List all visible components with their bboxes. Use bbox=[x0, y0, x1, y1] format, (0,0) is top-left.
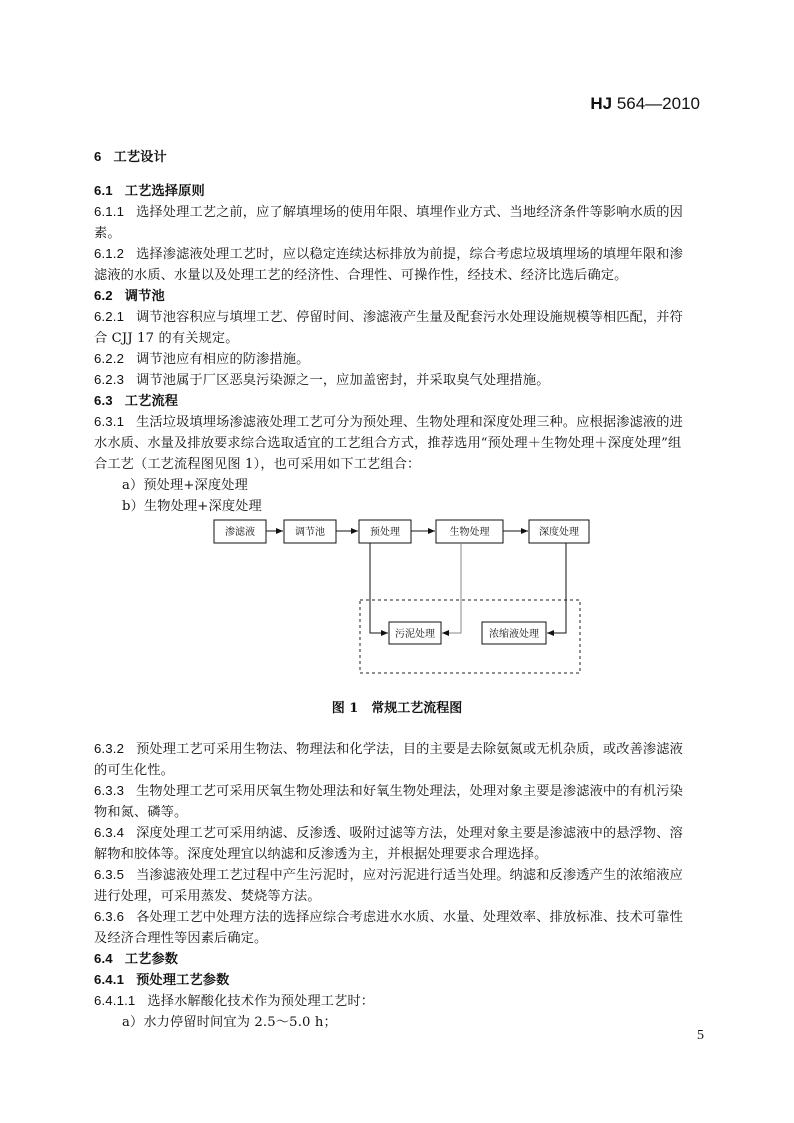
clause-6-3-4: 6.3.4 深度处理工艺可采用纳滤、反渗透、吸附过滤等方法，处理对象主要是渗滤液中的悬浮物、溶 bbox=[94, 825, 683, 841]
clause-6-3-2: 6.3.2 预处理工艺可采用生物法、物理法和化学法，目的主要是去除氨氮或无机杂质，或改善渗滤液 bbox=[94, 741, 683, 757]
svg-text:预处理: 预处理 bbox=[370, 527, 400, 538]
clause-6-1-1: 6.1.1 选择处理工艺之前，应了解填埋场的使用年限、填埋作业方式、当地经济条件等影响水质的因 bbox=[94, 204, 683, 220]
clause-6-3-1-cont-2: 合工艺（工艺流程图见图 1），也可采用如下工艺组合： bbox=[94, 457, 421, 472]
clause-6-2-3: 6.2.3 调节池属于厂区恶臭污染源之一，应加盖密封，并采取臭气处理措施。 bbox=[94, 372, 550, 388]
box-advanced-treatment bbox=[529, 520, 589, 543]
section-6-heading: 6 工艺设计 bbox=[94, 149, 167, 165]
clause-6-3-6: 6.3.6 各处理工艺中处理方法的选择应综合考虑进水水质、水量、处理效率、排放标准、技术可靠性 bbox=[94, 909, 683, 925]
clause-6-3-3-cont: 物和氮、磷等。 bbox=[94, 805, 188, 820]
clause-6-2-2: 6.2.2 调节池应有相应的防渗措施。 bbox=[94, 351, 310, 367]
svg-text:调节池: 调节池 bbox=[295, 527, 325, 538]
clause-6-3-6-cont: 及经济合理性等因素后确定。 bbox=[94, 931, 268, 946]
svg-text:生物处理: 生物处理 bbox=[449, 527, 490, 538]
clause-6-1-2-cont: 滤液的水质、水量以及处理工艺的经济性、合理性、可操作性，经技术、经济比选后确定。 bbox=[94, 268, 628, 283]
clause-6-2-1-cont: 合 CJJ 17 的有关规定。 bbox=[94, 331, 239, 346]
clause-6-3-5-cont: 进行处理，可采用蒸发、焚烧等方法。 bbox=[94, 889, 321, 904]
arrow-advanced-to-concentrate bbox=[547, 543, 566, 633]
arrow-bio-to-sludge bbox=[442, 543, 461, 633]
section-6-3-heading: 6.3 工艺流程 bbox=[94, 393, 179, 409]
list-item-a-retention: a）水力停留时间宜为 2.5～5.0 h； bbox=[122, 1015, 337, 1030]
clause-6-3-1-cont-1: 水水质、水量及排放要求综合选取适宜的工艺组合方式，推荐选用“预处理＋生物处理＋深度处理”组 bbox=[94, 436, 682, 451]
clause-6-2-1: 6.2.1 调节池容积应与填埋工艺、停留时间、渗滤液产生量及配套污水处理设施规模等相匹配，并符 bbox=[94, 309, 683, 325]
figure-caption: 图 1 常规工艺流程图 bbox=[331, 701, 463, 716]
box-leachate bbox=[214, 520, 266, 543]
list-item-b: b）生物处理+深度处理 bbox=[122, 499, 262, 514]
clause-6-3-2-cont: 的可生化性。 bbox=[94, 763, 175, 778]
svg-text:污泥处理: 污泥处理 bbox=[395, 629, 435, 640]
section-6-1-heading: 6.1 工艺选择原则 bbox=[94, 183, 205, 199]
clause-6-4-1-1: 6.4.1.1 选择水解酸化技术作为预处理工艺时： bbox=[94, 993, 375, 1009]
clause-6-3-4-cont: 解物和胶体等。深度处理宜以纳滤和反渗透为主，并根据处理要求合理选择。 bbox=[94, 847, 548, 862]
clause-6-3-3: 6.3.3 生物处理工艺可采用厌氧生物处理法和好氧生物处理法，处理对象主要是渗滤液中的有机污染 bbox=[94, 783, 683, 799]
list-item-a: a）预处理+深度处理 bbox=[122, 478, 248, 493]
box-regulating-pond bbox=[284, 520, 336, 543]
section-6-2-heading: 6.2 调节池 bbox=[94, 288, 165, 304]
section-6-4-heading: 6.4 工艺参数 bbox=[94, 951, 179, 967]
box-concentrate-treatment bbox=[482, 622, 546, 644]
arrow-pretreatment-to-sludge bbox=[370, 543, 388, 633]
clause-6-3-5: 6.3.5 当渗滤液处理工艺过程中产生污泥时，应对污泥进行适当处理。纳滤和反渗透产生的浓缩液应 bbox=[94, 867, 683, 883]
clause-6-1-2: 6.1.2 选择渗滤液处理工艺时，应以稳定连续达标排放为前提，综合考虑垃圾填埋场的填埋年限和渗 bbox=[94, 246, 683, 262]
svg-text:深度处理: 深度处理 bbox=[539, 527, 579, 538]
standard-header: HJ 564—2010 bbox=[590, 94, 700, 113]
svg-text:渗滤液: 渗滤液 bbox=[225, 527, 255, 538]
clause-6-3-1: 6.3.1 生活垃圾填埋场渗滤液处理工艺可分为预处理、生物处理和深度处理三种。应根据渗滤液的进 bbox=[94, 414, 683, 430]
section-6-4-1-heading: 6.4.1 预处理工艺参数 bbox=[94, 972, 230, 988]
box-pretreatment bbox=[359, 520, 411, 543]
svg-text:浓缩液处理: 浓缩液处理 bbox=[489, 629, 539, 640]
page-number: 5 bbox=[697, 1028, 704, 1043]
clause-6-1-1-cont: 素。 bbox=[94, 226, 121, 241]
box-biological-treatment bbox=[436, 520, 503, 543]
box-sludge-treatment bbox=[389, 622, 441, 644]
